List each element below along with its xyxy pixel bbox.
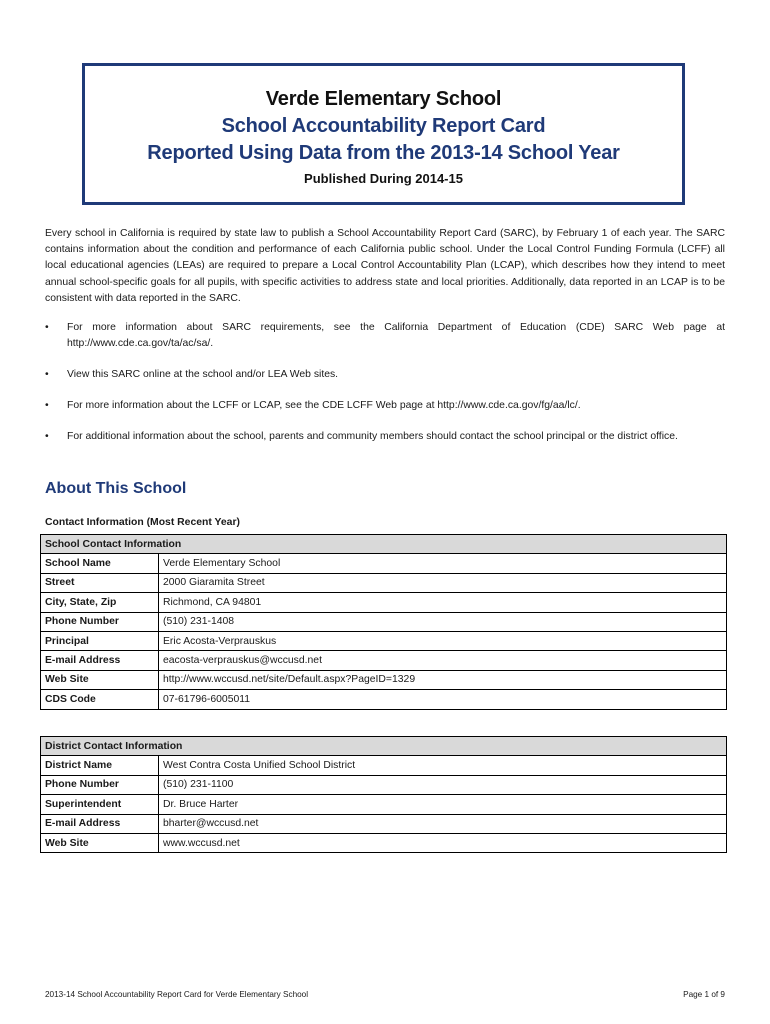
row-label: City, State, Zip (41, 593, 159, 612)
intro-paragraph: Every school in California is required by state law to publish a School Accountability Report Card (SARC), by February 1 of each year. The SARC contains information about the condition and performance of each California public school. Under the Local Control Funding Formula (LCFF) all local educational agencies (LEAs) are required to prepare a Local Control Accountability Plan (LCAP), which describes how they intend to meet annual school-specific goals for all pupils, with specific activities to address state and local priorities. Additionally, data reported in an LCAP is to be consistent with data reported in the SARC. (45, 228, 725, 304)
row-label: Phone Number (41, 612, 159, 631)
report-name-title: School Accountability Report Card (221, 115, 546, 137)
table-row (41, 554, 727, 573)
row-value: http://www.wccusd.net/site/Default.aspx?PageID=1329 (159, 670, 727, 689)
footer-document-title: 2013-14 School Accountability Report Card for Verde Elementary School (45, 990, 309, 999)
bullet-text: View this SARC online at the school and/or LEA Web sites. (67, 369, 339, 380)
row-label: School Name (41, 554, 159, 573)
table-row (41, 573, 727, 592)
district-contact-table (40, 736, 727, 853)
bullet-item (45, 398, 725, 414)
table-row (41, 775, 727, 794)
table-row (41, 690, 727, 709)
row-label: Web Site (41, 833, 159, 852)
bullet-item (45, 429, 725, 445)
row-value: 07-61796-6005011 (159, 690, 727, 709)
row-label: Street (41, 573, 159, 592)
bullet-symbol: • (45, 369, 49, 380)
table-row (41, 612, 727, 631)
row-label: E-mail Address (41, 651, 159, 670)
info-bullet-list (45, 320, 725, 460)
row-label: Web Site (41, 670, 159, 689)
bullet-item (45, 367, 725, 383)
about-section-heading: About This School (45, 480, 187, 497)
row-value: (510) 231-1100 (159, 775, 727, 794)
school-contact-header: School Contact Information (41, 535, 727, 554)
table-header-row (41, 737, 727, 756)
row-value: Eric Acosta-Verprauskus (159, 631, 727, 650)
table-header-row (41, 535, 727, 554)
row-value: bharter@wccusd.net (159, 814, 727, 833)
contact-info-subheading: Contact Information (Most Recent Year) (45, 517, 240, 528)
bullet-symbol: • (45, 431, 49, 442)
row-value: eacosta-verprauskus@wccusd.net (159, 651, 727, 670)
reported-using-title: Reported Using Data from the 2013-14 School Year (147, 142, 620, 164)
table-row (41, 631, 727, 650)
row-label: CDS Code (41, 690, 159, 709)
table-row (41, 833, 727, 852)
bullet-text: For more information about the LCFF or LCAP, see the CDE LCFF Web page at http://www.cde.ca.gov/fg/aa/lc/. (67, 400, 581, 411)
row-value: Richmond, CA 94801 (159, 593, 727, 612)
district-contact-header: District Contact Information (41, 737, 727, 756)
footer-page-number: Page 1 of 9 (683, 990, 725, 999)
table-row (41, 651, 727, 670)
row-label: E-mail Address (41, 814, 159, 833)
table-row (41, 670, 727, 689)
school-name-title: Verde Elementary School (265, 88, 502, 110)
table-row (41, 795, 727, 814)
published-subtitle: Published During 2014-15 (304, 171, 463, 186)
row-label: Principal (41, 631, 159, 650)
school-contact-table (40, 534, 727, 710)
bullet-item (45, 320, 725, 352)
row-label: Phone Number (41, 775, 159, 794)
bullet-text: For more information about SARC requirements, see the California Department of Education (CDE) SARC Web page at http://www.cde.ca.gov/ta/ac/sa/. (67, 322, 725, 349)
bullet-symbol: • (45, 400, 49, 411)
row-label: District Name (41, 756, 159, 775)
row-value: 2000 Giaramita Street (159, 573, 727, 592)
row-value: West Contra Costa Unified School District (159, 756, 727, 775)
table-row (41, 756, 727, 775)
table-row (41, 814, 727, 833)
title-box (82, 63, 685, 205)
bullet-text: For additional information about the school, parents and community members should contact the school principal or the district office. (67, 431, 678, 442)
row-value: Verde Elementary School (159, 554, 727, 573)
table-row (41, 593, 727, 612)
bullet-symbol: • (45, 322, 49, 333)
row-value: (510) 231-1408 (159, 612, 727, 631)
row-value: www.wccusd.net (159, 833, 727, 852)
row-label: Superintendent (41, 795, 159, 814)
row-value: Dr. Bruce Harter (159, 795, 727, 814)
